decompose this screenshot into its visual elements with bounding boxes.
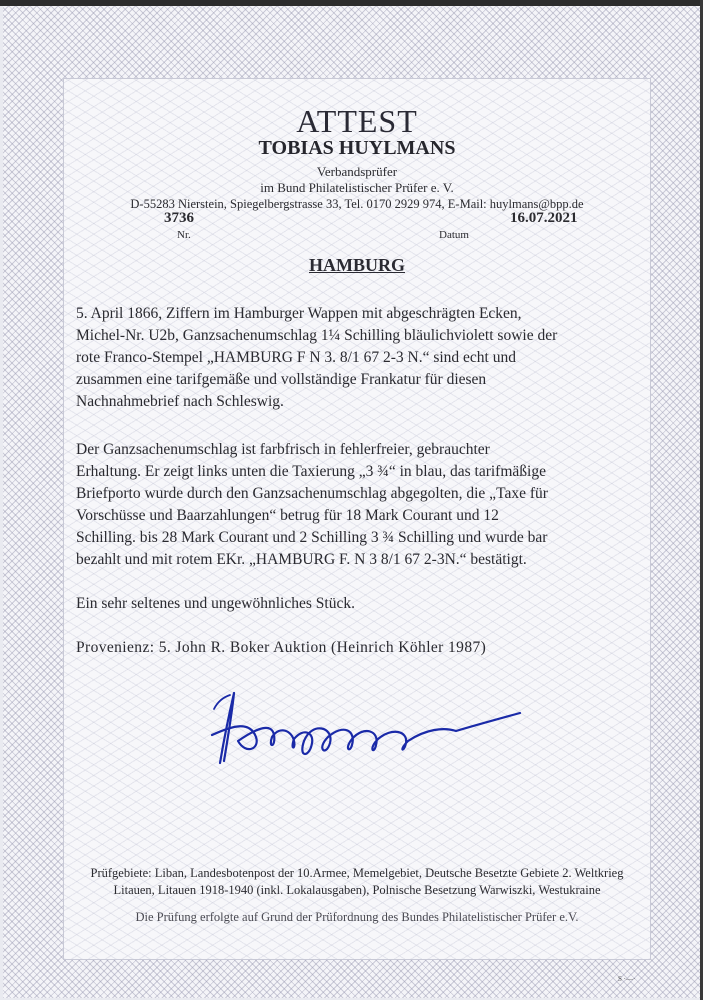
text-line: Briefporto wurde durch den Ganzsachenumschlag abgegolten, die „Taxe für <box>76 485 548 502</box>
text-line: bezahlt und mit rotem EKr. „HAMBURG F. N 3 8/1 67 2-3N.“ bestätigt. <box>76 551 527 568</box>
text-line: Vorschüsse und Baarzahlungen“ betrug für 18 Mark Courant und 12 <box>76 507 499 524</box>
footer-line: Prüfgebiete: Liban, Landesbotenpost der 10.Armee, Memelgebiet, Deutsche Besetzte Gebiete 2. Weltkrieg <box>90 866 624 880</box>
examiner-address: D-55283 Nierstein, Spiegelbergstrasse 33, Tel. 0170 2929 974, E-Mail: huylmans@bpp.de <box>130 197 584 211</box>
subject-heading: HAMBURG <box>309 255 405 275</box>
examiner-name: TOBIAS HUYLMANS <box>258 137 456 159</box>
number-label: Nr. <box>177 229 191 241</box>
handwritten-signature <box>194 679 524 769</box>
rarity-statement: Ein sehr seltenes und ungewöhnliches Stück. <box>76 595 355 612</box>
certificate-number: 3736 <box>164 210 194 226</box>
provenance-line <box>76 637 596 659</box>
examination-rules-note: Die Prüfung erfolgte auf Grund der Prüfordnung des Bundes Philatelistischer Prüfer e.V. <box>135 910 579 924</box>
certificate-date: 16.07.2021 <box>510 210 578 226</box>
text-line: 5. April 1866, Ziffern im Hamburger Wappen mit abgeschrägten Ecken, <box>76 305 522 322</box>
description-paragraph <box>76 303 596 413</box>
text-line: rote Franco-Stempel „HAMBURG F N 3. 8/1 67 2-3 N.“ sind echt und <box>76 349 516 366</box>
certificate-title: ATTEST <box>296 103 418 139</box>
examiner-role: Verbandsprüfer <box>316 164 398 179</box>
footer-line: Litauen, Litauen 1918-1940 (inkl. Lokalausgaben), Polnische Besetzung Warwiszki, Westukraine <box>113 883 601 897</box>
text-line: zusammen eine tarifgemäße und vollständige Frankatur für diesen <box>76 371 487 388</box>
text-line: Erhaltung. Er zeigt links unten die Taxierung „3 ¾“ in blau, das tarifmäßige <box>76 463 546 480</box>
certificate-sheet <box>3 6 700 998</box>
text-line: Michel-Nr. U2b, Ganzsachenumschlag 1¼ Schilling bläulichviolett sowie der <box>76 327 558 344</box>
examination-areas <box>64 865 650 899</box>
date-label: Datum <box>439 229 469 241</box>
security-marks: S ·—· <box>618 975 636 983</box>
text-line: Schilling. bis 28 Mark Courant und 2 Schilling 3 ¾ Schilling und wurde bar <box>76 529 548 546</box>
examiner-association: im Bund Philatelistischer Prüfer e. V. <box>260 180 454 195</box>
certificate-body <box>63 78 651 960</box>
provenance-text: Provenienz: 5. John R. Boker Auktion (Heinrich Köhler 1987) <box>76 639 487 656</box>
text-line: Der Ganzsachenumschlag ist farbfrisch in fehlerfreier, gebrauchter <box>76 441 490 458</box>
condition-paragraph <box>76 439 596 571</box>
text-line: Nachnahmebrief nach Schleswig. <box>76 393 284 410</box>
